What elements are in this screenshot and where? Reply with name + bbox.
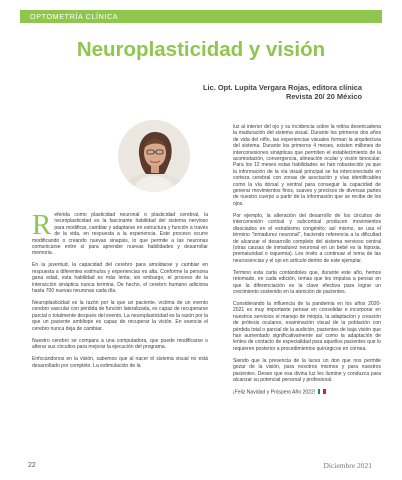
paragraph: Por ejemplo, la alteración del desarrollo de los circuitos de interconexión cortical y subcortical producen movimientos disociados en el estrabismo congénito; así mismo, se usa el término "inmadurez neuronal", haciendo referencia a la dificultad de alcanzar el desarrollo completo del sistema nervioso central (otras causas de inmadurez neuronal en un bebé es la hipoxia, prematuridad o isquemia). Les invito a continuar el tema de las neurociencias y el ojo en artículo dentro de este ejemplar.	[233, 212, 381, 264]
drop-cap: R	[32, 209, 52, 241]
mexico-flag-icon	[318, 389, 326, 394]
paragraph: Neuroplasticidad es la razón por la que un paciente, víctima de un evento cerebro vascular con pérdida de función lateralizada, es capaz de recuperarse parcial o totalmente después del evento. La neuroplasticidad es la razón por la que un paciente ambliope es capaz de recuperar la visión. En esencia el cerebro nunca deja de cambiar.	[32, 300, 208, 332]
paragraph: Enfocándonos en la visión, sabemos que al nacer el sistema visual no está desarrollado por completo. La estimulación de la	[32, 356, 208, 369]
paragraph: Nuestro cerebro se compara a una computadora, que puede modificarse o alterar sus circuitos para mejorar la ejecución del programa.	[32, 337, 208, 351]
paragraph: Referida como plasticidad neuronal o plasticidad cerebral, la neuroplasticidad es la fascinante habilidad del sistema nervioso para modificar, cambiar y adaptarse en estructura y función a través de la vida, en respuesta a la experiencia. Este proceso ocurre modificando o creando nuevas sinapsis, lo que permite a las neuronas comunicarse entre sí para aprender nuevas habilidades y desarrollar memoria.	[32, 209, 208, 257]
publication-name: Revista 20/ 20 México	[285, 92, 362, 101]
section-tag: OPTOMETRÍA CLÍNICA	[20, 10, 382, 23]
article-title: Neuroplasticidad y visión	[76, 38, 326, 61]
right-column	[233, 124, 381, 402]
paragraph: Termino esta carta contándoles que, durante este año, hemos retomado, en cada edición, temas que les impulsa a pensar en que la diferenciación es la clave efectiva para lograr un crecimiento sostenido en la atención de pacientes.	[233, 269, 381, 295]
left-column	[32, 209, 208, 375]
page-number: 22	[28, 462, 36, 469]
byline	[203, 83, 362, 101]
author-name: Lic. Opt. Lupita Vergara Rojas, editora clínica	[203, 83, 362, 92]
issue-date: Diciembre 2021	[323, 461, 372, 470]
author-photo	[118, 120, 190, 192]
closing-greeting: ¡Feliz Navidad y Próspero Año 2022!	[233, 389, 381, 396]
paragraph: Siendo que la presencia de la luces un don que nos permite gozar de la visión, para nosotros mismos y para nuestros pacientes. Deseo que esa divina luz les ilumine y conduzca para alcanzar su potencial personal y profesional.	[233, 357, 381, 383]
paragraph: Considerando la influencia de la pandemia en los años 2020-2021 es muy importante pensar en consolidar e incorporar en nuestros servicios el manejo de miopía, la adaptación y creación de prótesis oculares, examinación visual de la población con pérdida total o parcial de la audición, pacientes de baja visión que han aumentado significativamente así como la adaptación de lentes de contacto de especialidad para aquellos pacientes que lo requieren posterior a procedimientos quirúrgicos en córnea.	[233, 300, 381, 352]
paragraph: En la juventud, la capacidad del cerebro para amoldarse y cambiar en respuesta a diferentes estímulos y experiencias es alta. Conforme la persona gana edad, esta habilidad es más lenta; sin embargo, el proceso de la interacción sináptica nunca termina. De hecho, el cerebro humano adiciona hasta 700 nuevas neuronas cada día.	[32, 262, 208, 295]
paragraph: luz al interior del ojo y su incidencia sobre la retina desencadena la maduración del sistema visual. Durante los primeros dos años de vida del niño, las experiencias visuales forman la arquitectura del sistema. Durante los primeros 4 meses, existen millones de interconexiones sinápticas que permiten el establecimiento de la acomodación, convergencia, alineación ocular y visión binocular. Para los 12 meses estas habilidades se han robustecido ya que la información de la vía visual principal se ha interconectado en corteza cerebral con zonas de asociación y vías identificables como la vía dorsal y ventral para conseguir la capacidad de generar movimientos finos, suaves y precisos de diversas partes de nuestro cuerpo a partir de la información que se recibe de los ojos.	[233, 124, 381, 207]
